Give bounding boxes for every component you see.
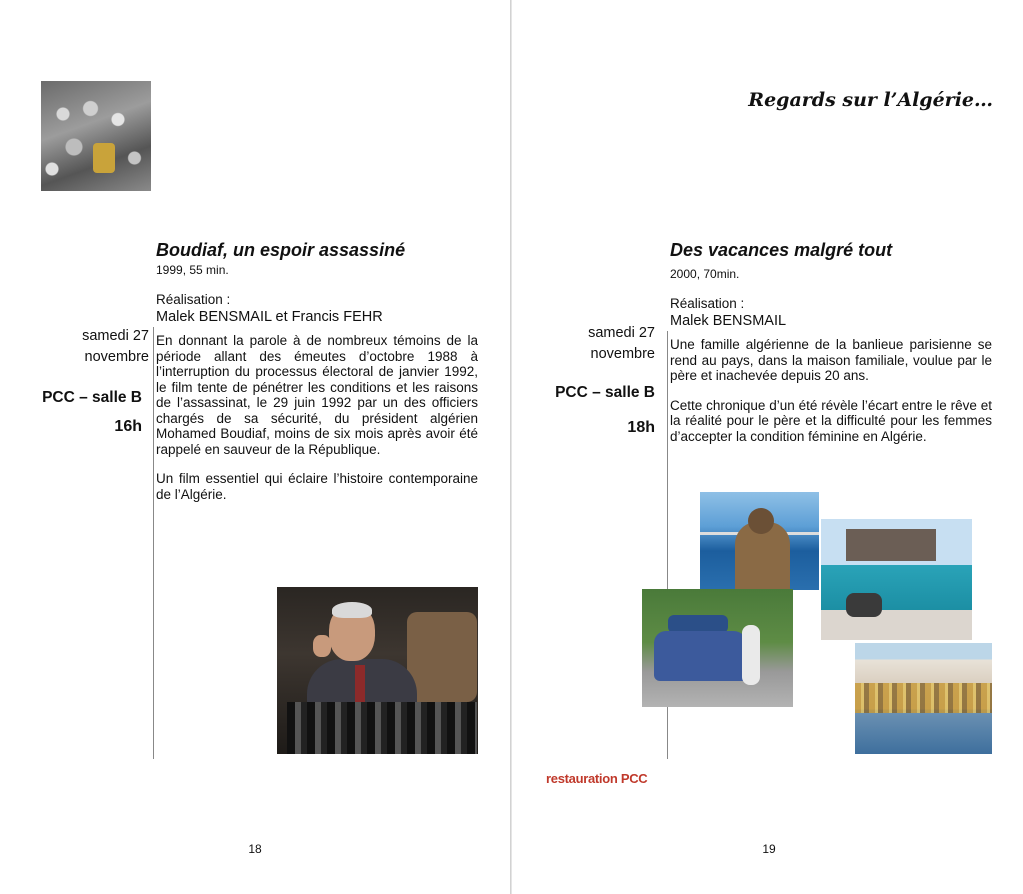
schedule-date (29, 326, 149, 368)
schedule-venue: PCC – salle B (555, 384, 655, 401)
director-name: Malek BENSMAIL (670, 313, 787, 329)
schedule-day: samedi 27 (588, 325, 655, 341)
synopsis-paragraph: Un film essentiel qui éclaire l’histoire contemporaine de l’Algérie. (156, 471, 478, 502)
harbor-photo (821, 519, 972, 640)
schedule-month: novembre (590, 346, 655, 362)
beach-photo (855, 643, 992, 754)
schedule-time: 16h (114, 418, 142, 435)
synopsis-paragraph: Cette chronique d’un été révèle l’écart entre le rêve et la réalité pour le père et la difficulté pour les femmes d’accepter la condition féminine en Algérie. (670, 397, 992, 444)
series-title: Regards sur l’Algérie… (748, 89, 993, 111)
right-page (512, 0, 1023, 894)
page-number: 18 (248, 842, 262, 856)
schedule-month: novembre (84, 349, 149, 365)
crowd-photo (41, 81, 151, 191)
schedule-time: 18h (627, 419, 655, 436)
synopsis-paragraph: Une famille algérienne de la banlieue parisienne se rend au pays, dans la maison familiale, voulue par le père et inachevée depuis 20 ans. (670, 337, 992, 383)
car-photo (642, 589, 793, 707)
film-synopsis (670, 337, 992, 458)
film-title: Des vacances malgré tout (670, 240, 893, 260)
schedule-date (535, 323, 655, 365)
boat-photo (700, 492, 819, 590)
footer-note: restauration PCC (546, 771, 648, 786)
realisation-label: Réalisation : (156, 292, 231, 307)
film-meta: 1999, 55 min. (156, 263, 229, 277)
film-title: Boudiaf, un espoir assassiné (156, 240, 406, 260)
synopsis-paragraph: En donnant la parole à de nombreux témoins de la période allant des émeutes d’octobre 1988 à l’interruption du processus électoral de janvier 1992, le film tente de pénétrer les conditions et les raisons de l’assassinat, le 29 juin 1992 par un des officiers chargés de sa sécurité, du président algérien Mohamed Boudiaf, moins de six mois après avoir été rappelé en sauveur de la République. (156, 333, 478, 457)
boudiaf-press-photo (277, 587, 478, 754)
page-number: 19 (762, 842, 776, 856)
schedule-divider (153, 327, 154, 759)
schedule-venue: PCC – salle B (42, 389, 142, 406)
film-synopsis (156, 333, 478, 516)
film-meta: 2000, 70min. (670, 267, 740, 281)
realisation-label: Réalisation : (670, 296, 745, 311)
left-page (0, 0, 510, 894)
schedule-day: samedi 27 (82, 328, 149, 344)
director-name: Malek BENSMAIL et Francis FEHR (156, 309, 383, 325)
